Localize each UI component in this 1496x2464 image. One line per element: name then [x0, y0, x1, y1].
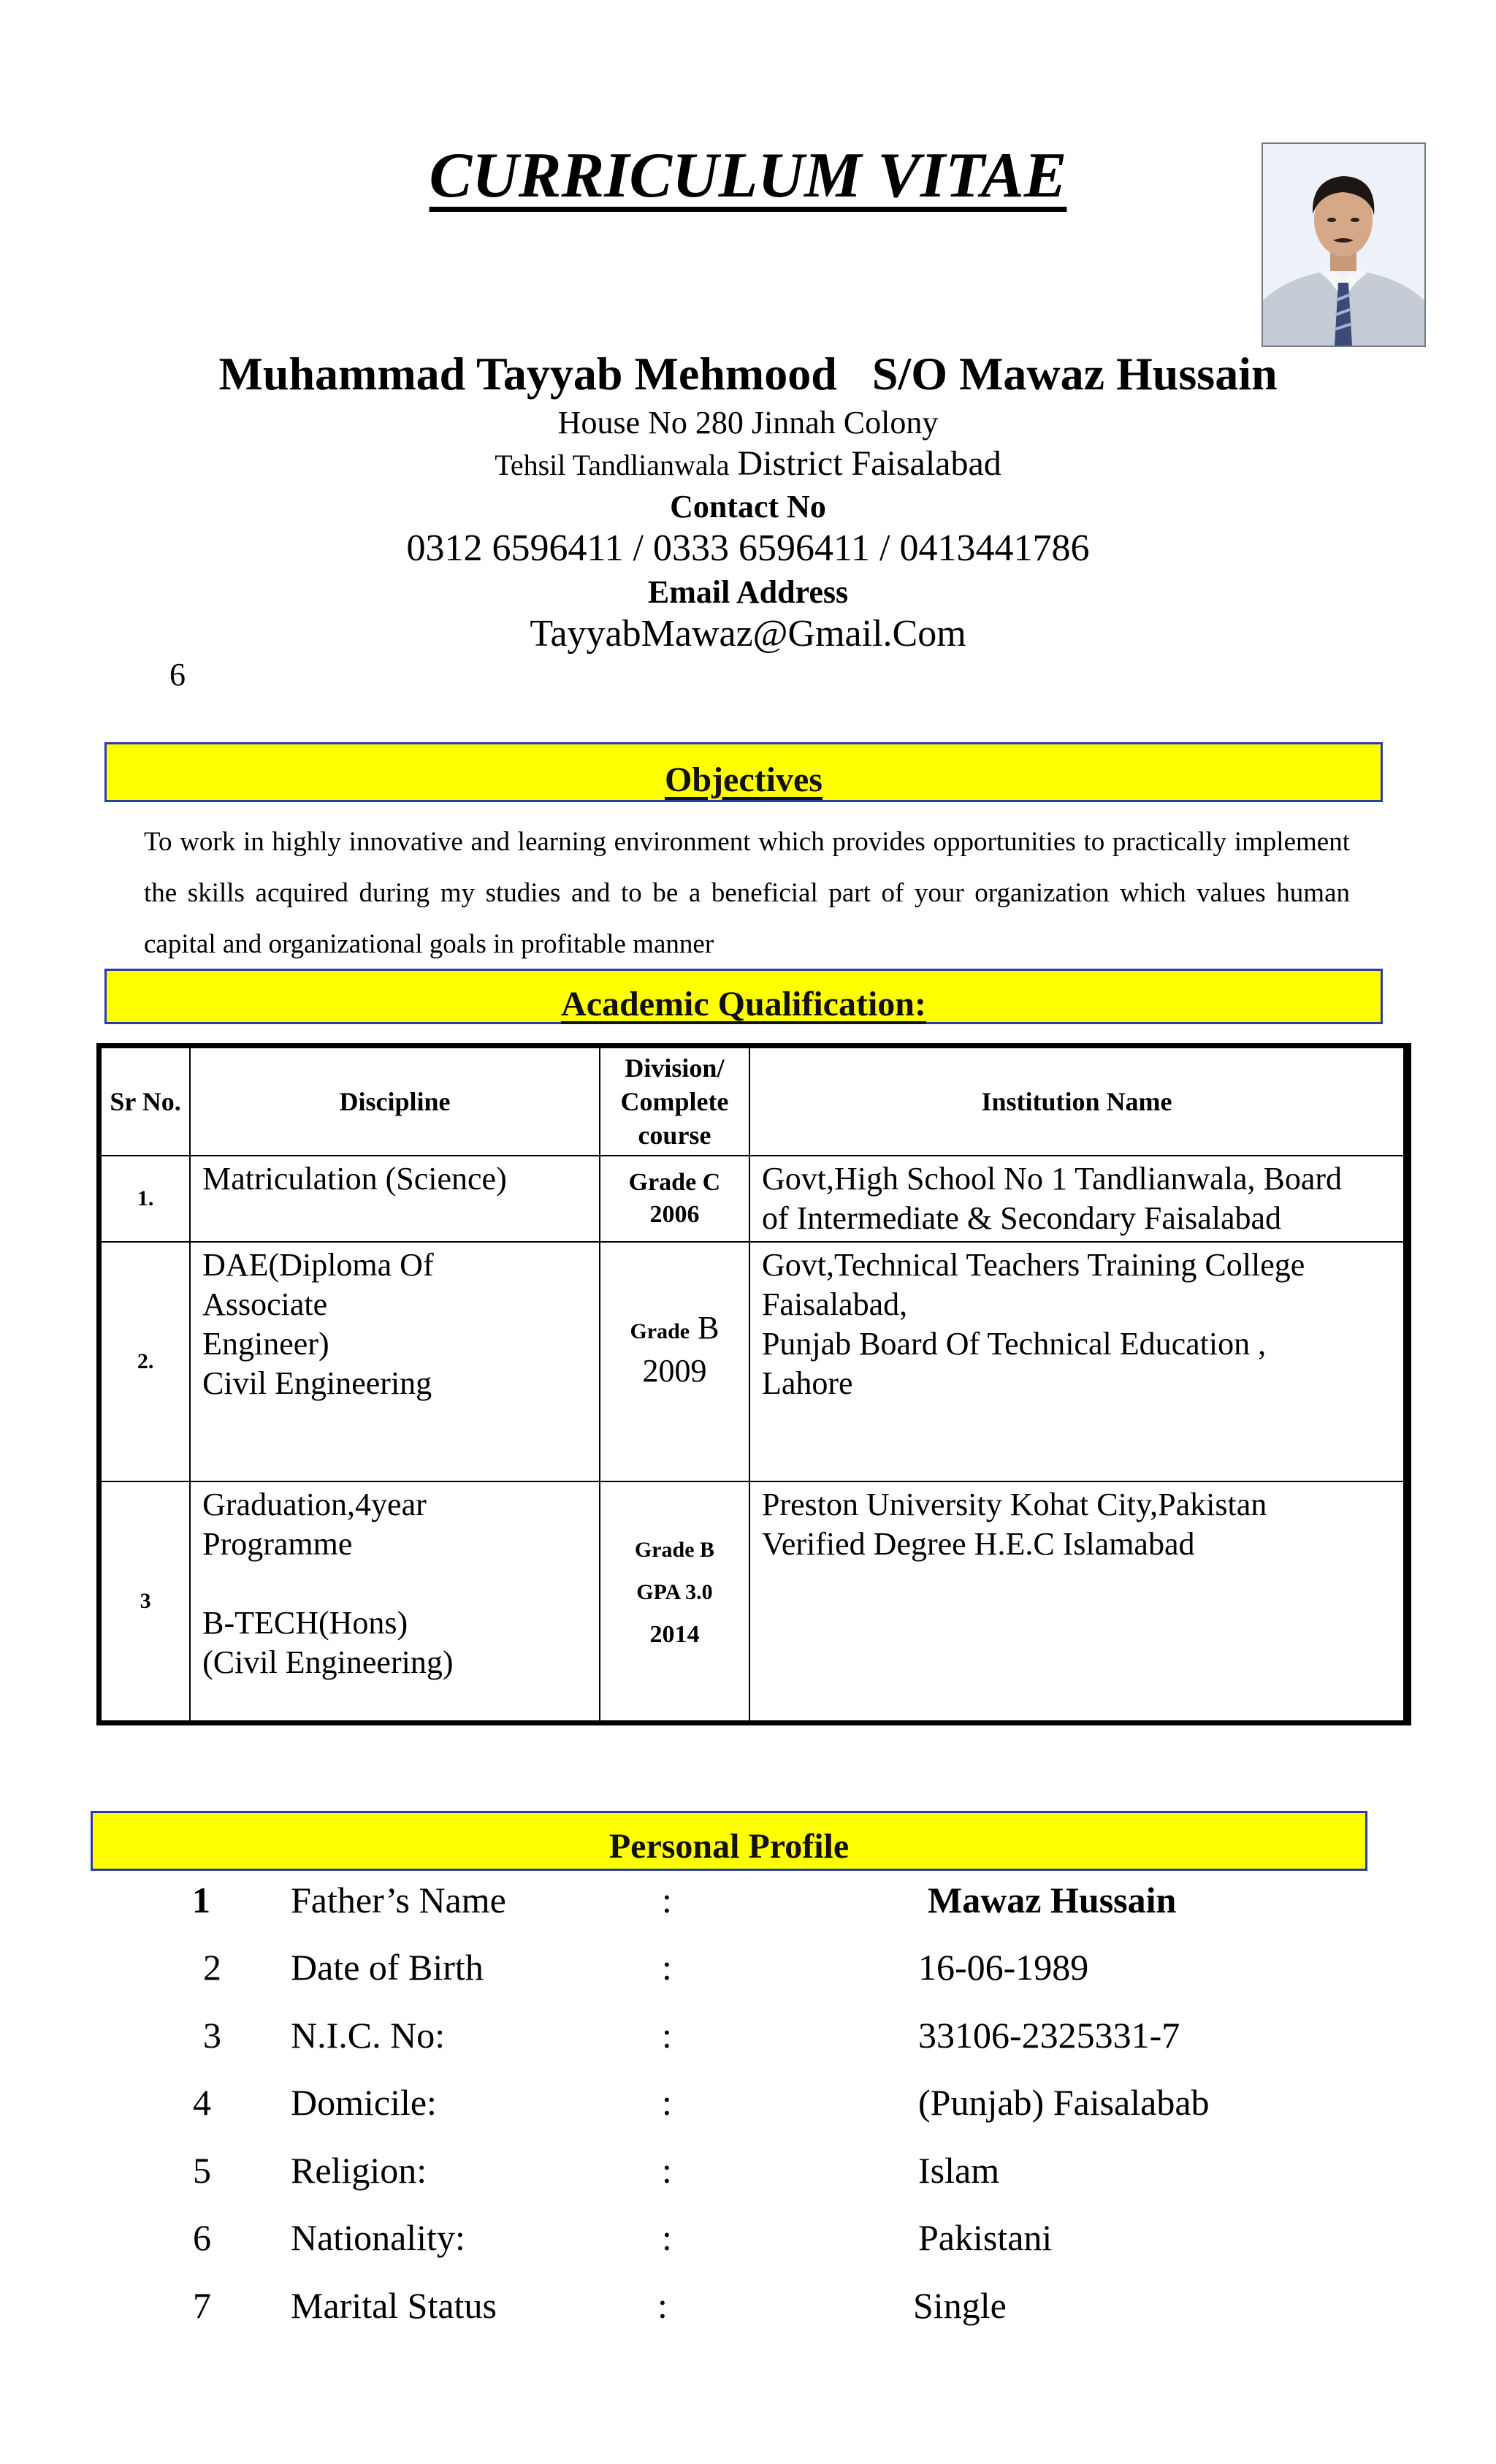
grade-label: Grade [630, 1319, 690, 1343]
item-separator: : [662, 2082, 672, 2123]
item-number: 5 [193, 2150, 211, 2191]
academic-heading: Academic Qualification: [561, 985, 926, 1023]
col-header-sr: Sr No. [99, 1046, 191, 1156]
item-separator: : [662, 1947, 672, 1988]
objectives-banner [104, 742, 1383, 802]
table-row [99, 1481, 1408, 1723]
row-grade [600, 1156, 749, 1242]
page-title: CURRICULUM VITAE [429, 140, 1067, 211]
address-district: District Faisalabad [737, 444, 1001, 483]
row-grade [600, 1481, 749, 1723]
profile-photo [1262, 142, 1426, 347]
objectives-text: To work in highly innovative and learning environment which provides opportunities to practically implement the skills acquired during my studies and to be a beneficial part of your organization which values human capital and organizational goals in profitable manner [144, 827, 1350, 959]
contact-label: Contact No [670, 489, 826, 525]
grade-year: 2006 [649, 1201, 700, 1228]
item-separator: : [662, 2217, 672, 2258]
item-label: Domicile: [291, 2082, 437, 2123]
item-value: (Punjab) Faisalabab [918, 2082, 1210, 2123]
col-header-division: Division/ Complete course [600, 1046, 749, 1156]
academic-table [96, 1043, 1411, 1725]
discipline-line: DAE(Diploma Of [202, 1247, 434, 1283]
row-sr: 3 [99, 1481, 191, 1723]
row-grade [600, 1242, 749, 1481]
discipline-line: Programme [202, 1526, 353, 1562]
discipline-line: B-TECH(Hons) [202, 1605, 408, 1641]
item-label: N.I.C. No: [291, 2015, 446, 2056]
item-value: Islam [918, 2150, 1000, 2191]
item-number: 2 [203, 1947, 221, 1988]
table-row [99, 1156, 1408, 1242]
grade-year: 2009 [642, 1353, 707, 1389]
item-separator: : [657, 2285, 668, 2326]
address-tehsil: Tehsil Tandlianwala [495, 449, 730, 481]
list-item [0, 2284, 1496, 2352]
row-institution [749, 1156, 1408, 1242]
grade-line: Grade C [628, 1169, 721, 1196]
institution-line: Preston University Kohat City,Pakistan [761, 1487, 1267, 1522]
grade-year: 2014 [649, 1621, 700, 1648]
candidate-name: Muhammad Tayyab Mehmood S/O Mawaz Hussain [218, 348, 1278, 400]
item-number: 1 [192, 1880, 210, 1921]
grade-line: Grade B [634, 1538, 715, 1562]
grade-gpa: GPA 3.0 [636, 1580, 713, 1604]
row-sr: 2. [99, 1242, 191, 1481]
email-label: Email Address [647, 574, 849, 610]
row-discipline [190, 1156, 600, 1242]
discipline-line: Graduation,4year [202, 1487, 427, 1522]
col-header-discipline: Discipline [190, 1046, 600, 1156]
list-item [0, 2014, 1496, 2081]
stray-text: 6 [169, 657, 186, 693]
item-value: 16-06-1989 [918, 1947, 1089, 1988]
item-value: Pakistani [918, 2217, 1053, 2258]
list-item [0, 2081, 1496, 2148]
item-value: Single [913, 2285, 1007, 2326]
discipline-line: Engineer) [202, 1326, 329, 1362]
list-item [0, 1946, 1496, 2013]
institution-line: Verified Degree H.E.C Islamabad [761, 1526, 1195, 1562]
list-item [0, 1879, 1496, 1946]
institution-line: Govt,High School No 1 Tandlianwala, Board [761, 1161, 1343, 1197]
item-label: Marital Status [291, 2285, 497, 2326]
discipline-spacer [202, 1564, 587, 1603]
personal-banner [91, 1811, 1367, 1871]
item-value: 33106-2325331-7 [918, 2015, 1180, 2056]
item-value: Mawaz Hussain [928, 1880, 1177, 1921]
row-discipline [190, 1481, 600, 1723]
institution-line: Lahore [761, 1365, 853, 1401]
discipline-line: (Civil Engineering) [202, 1644, 454, 1680]
institution-line: Govt,Technical Teachers Training College [761, 1247, 1305, 1283]
item-separator: : [662, 2150, 672, 2191]
address-region [0, 443, 1496, 484]
grade-value: B [698, 1310, 720, 1346]
academic-banner [104, 969, 1383, 1024]
personal-heading: Personal Profile [608, 1827, 850, 1866]
table-row [99, 1242, 1408, 1481]
item-separator: : [662, 1880, 672, 1921]
contact-numbers: 0312 6596411 / 0333 6596411 / 0413441786 [406, 527, 1090, 569]
item-number: 4 [193, 2082, 211, 2123]
discipline-line: Associate [202, 1286, 328, 1322]
discipline-line: Civil Engineering [202, 1365, 432, 1401]
discipline-line: Matriculation (Science) [202, 1161, 507, 1197]
institution-line: Punjab Board Of Technical Education , [761, 1326, 1267, 1362]
item-label: Date of Birth [291, 1947, 484, 1988]
row-sr: 1. [99, 1156, 191, 1242]
item-number: 6 [193, 2217, 211, 2258]
list-item [0, 2216, 1496, 2284]
institution-line: Faisalabad, [761, 1286, 908, 1322]
list-item [0, 2149, 1496, 2216]
item-number: 7 [193, 2285, 211, 2326]
item-separator: : [662, 2015, 672, 2056]
col-header-institution: Institution Name [749, 1046, 1408, 1156]
table-header-row [99, 1046, 1408, 1156]
email-address: TayyabMawaz@Gmail.Com [530, 613, 966, 655]
objectives-heading: Objectives [665, 760, 823, 799]
item-number: 3 [203, 2015, 221, 2056]
row-institution [749, 1481, 1408, 1723]
item-label: Father’s Name [291, 1880, 506, 1921]
item-label: Nationality: [291, 2217, 465, 2258]
institution-line: of Intermediate & Secondary Faisalabad [761, 1200, 1282, 1236]
address-line: House No 280 Jinnah Colony [557, 405, 939, 440]
row-institution [749, 1242, 1408, 1481]
item-label: Religion: [291, 2150, 427, 2191]
row-discipline [190, 1242, 600, 1481]
